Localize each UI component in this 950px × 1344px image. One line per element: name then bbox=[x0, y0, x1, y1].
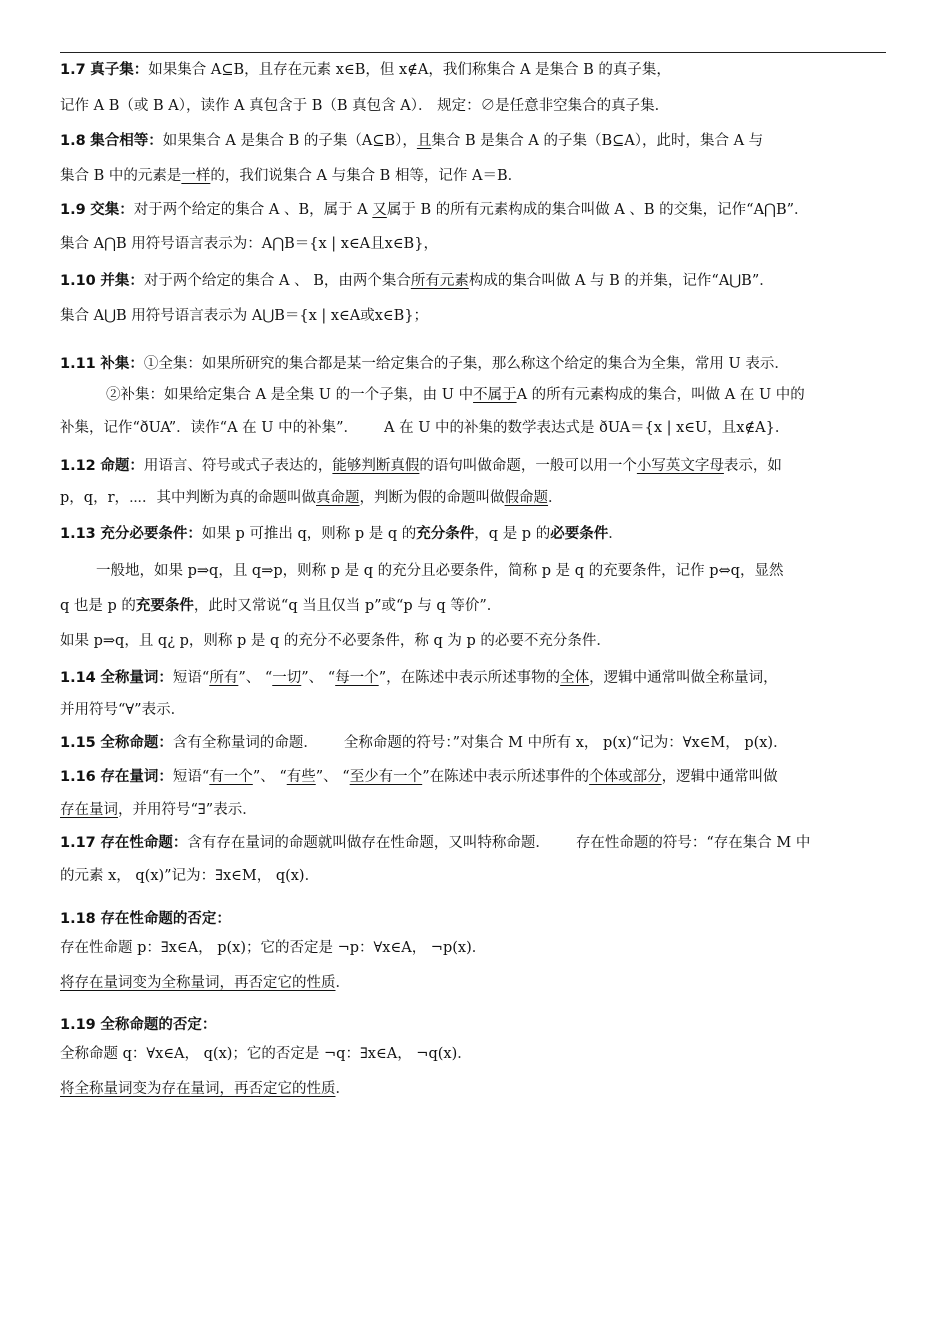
line-1-19-c: 将全称量词变为存在量词，再否定它的性质． bbox=[60, 1081, 350, 1097]
line-1-14: 1.14 全称量词：短语“所有”、 “一切”、 “每一个”，在陈述中表示所述事物的全体，逻辑中通常叫做全称量词， bbox=[60, 670, 778, 686]
line-1-11-b: ②补集：如果给定集合 A 是全集 U 的一个子集，由 U 中不属于A 的所有元素构成的集合，叫做 A 在 U 中的 bbox=[106, 387, 805, 403]
line-1-19-b: 全称命题 q：∀x∈A， q(x)；它的否定是 ¬q：∃x∈A， ¬q(x)． bbox=[60, 1046, 472, 1062]
item-number: 1.17 bbox=[60, 835, 96, 851]
line-1-17-b: 的元素 x， q(x)”记为：∃x∈M， q(x)． bbox=[60, 868, 320, 884]
item-heading: 命题： bbox=[100, 458, 144, 474]
line-1-12-b: p，q，r，⋯．其中判断为真的命题叫做真命题，判断为假的命题叫做假命题． bbox=[60, 490, 563, 506]
line-1-14-b: 并用符号“∀”表示． bbox=[60, 702, 186, 718]
line-1-18-c: 将存在量词变为全称量词，再否定它的性质． bbox=[60, 975, 350, 991]
item-number: 1.11 bbox=[60, 356, 96, 372]
line-1-10: 1.10 并集：对于两个给定的集合 A 、 B，由两个集合所有元素构成的集合叫做 A 与 B 的并集，记作“A⋃B”． bbox=[60, 273, 774, 289]
line-1-8: 1.8 集合相等：如果集合 A 是集合 B 的子集（A⊆B），且集合 B 是集合 A 的子集（B⊆A），此时，集合 A 与 bbox=[60, 133, 764, 149]
line-1-18 bbox=[60, 909, 890, 929]
item-number: 1.8 bbox=[60, 133, 86, 149]
item-heading: 交集： bbox=[90, 202, 134, 218]
line-1-9-b: 集合 A⋂B 用符号语言表示为：A⋂B＝{x | x∈A且x∈B}， bbox=[60, 236, 438, 252]
item-heading: 全称命题： bbox=[100, 735, 173, 751]
item-number: 1.13 bbox=[60, 526, 96, 542]
line-1-19 bbox=[60, 1015, 890, 1035]
line-1-7: 1.7 真子集：如果集合 A⊆B，且存在元素 x∈B，但 x∉A，我们称集合 A 是集合 B 的真子集， bbox=[60, 62, 671, 78]
item-number: 1.7 bbox=[60, 62, 86, 78]
item-heading: 充分必要条件： bbox=[100, 526, 202, 542]
line-1-13-b: 一般地，如果 p⇒q，且 q⇒p，则称 p 是 q 的充分且必要条件，简称 p 是 q 的充要条件，记作 p⇔q，显然 bbox=[96, 563, 784, 579]
item-number: 1.12 bbox=[60, 458, 96, 474]
line-1-16: 1.16 存在量词：短语“有一个”、 “有些”、 “至少有一个”在陈述中表示所述事件的个体或部分，逻辑中通常叫做 bbox=[60, 769, 778, 785]
item-number: 1.14 bbox=[60, 670, 96, 686]
item-heading: 全称量词： bbox=[100, 670, 173, 686]
item-heading: 补集： bbox=[100, 356, 144, 372]
line-1-13: 1.13 充分必要条件：如果 p 可推出 q，则称 p 是 q 的充分条件，q 是 p 的必要条件． bbox=[60, 526, 623, 542]
line-1-13-d: 如果 p⇒q，且 q¿ p，则称 p 是 q 的充分不必要条件，称 q 为 p 的必要不充分条件． bbox=[60, 633, 611, 649]
line-1-18-b: 存在性命题 p：∃x∈A， p(x)；它的否定是 ¬p：∀x∈A， ¬p(x)． bbox=[60, 940, 487, 956]
item-heading: 集合相等： bbox=[90, 133, 163, 149]
line-1-16-b: 存在量词，并用符号“∃”表示． bbox=[60, 802, 257, 818]
line-1-7-b: 记作 A B（或 B A），读作 A 真包含于 B（B 真包含 A）． 规定：∅是任意非空集合的真子集． bbox=[60, 98, 670, 114]
item-heading: 存在性命题的否定： bbox=[100, 911, 231, 927]
line-1-11-c: 补集，记作“ðUA”．读作“A 在 U 中的补集”． A 在 U 中的补集的数学表达式是 ðUA＝{x | x∈U，且x∉A}． bbox=[60, 420, 790, 436]
item-number: 1.10 bbox=[60, 273, 96, 289]
line-1-12: 1.12 命题：用语言、符号或式子表达的，能够判断真假的语句叫做命题，一般可以用一个小写英文字母表示，如 bbox=[60, 458, 782, 474]
item-number: 1.9 bbox=[60, 202, 86, 218]
item-number: 1.18 bbox=[60, 911, 96, 927]
item-heading: 全称命题的否定： bbox=[100, 1017, 217, 1033]
line-1-15: 1.15 全称命题：含有全称量词的命题． 全称命题的符号：”对集合 M 中所有 x， p(x)“记为：∀x∈M， p(x)． bbox=[60, 735, 788, 751]
item-heading: 存在量词： bbox=[100, 769, 173, 785]
line-1-10-b: 集合 A⋃B 用符号语言表示为 A⋃B＝{x | x∈A或x∈B}； bbox=[60, 308, 429, 324]
line-1-13-c: q 也是 p 的充要条件，此时又常说“q 当且仅当 p”或“p 与 q 等价”． bbox=[60, 598, 502, 614]
item-heading: 并集： bbox=[100, 273, 144, 289]
item-heading: 真子集： bbox=[90, 62, 149, 78]
item-number: 1.19 bbox=[60, 1017, 96, 1033]
line-1-8-b: 集合 B 中的元素是一样的，我们说集合 A 与集合 B 相等，记作 A＝B． bbox=[60, 168, 523, 184]
item-number: 1.15 bbox=[60, 735, 96, 751]
header-rule bbox=[60, 52, 886, 53]
line-1-11: 1.11 补集：①全集：如果所研究的集合都是某一给定集合的子集，那么称这个给定的集合为全集，常用 U 表示． bbox=[60, 356, 789, 372]
line-1-17: 1.17 存在性命题：含有存在量词的命题就叫做存在性命题，又叫特称命题． 存在性命题的符号：“存在集合 M 中 bbox=[60, 835, 811, 851]
line-1-9: 1.9 交集：对于两个给定的集合 A 、B，属于 A 又属于 B 的所有元素构成的集合叫做 A 、B 的交集，记作“A⋂B”． bbox=[60, 202, 809, 218]
item-number: 1.16 bbox=[60, 769, 96, 785]
item-heading: 存在性命题： bbox=[100, 835, 188, 851]
